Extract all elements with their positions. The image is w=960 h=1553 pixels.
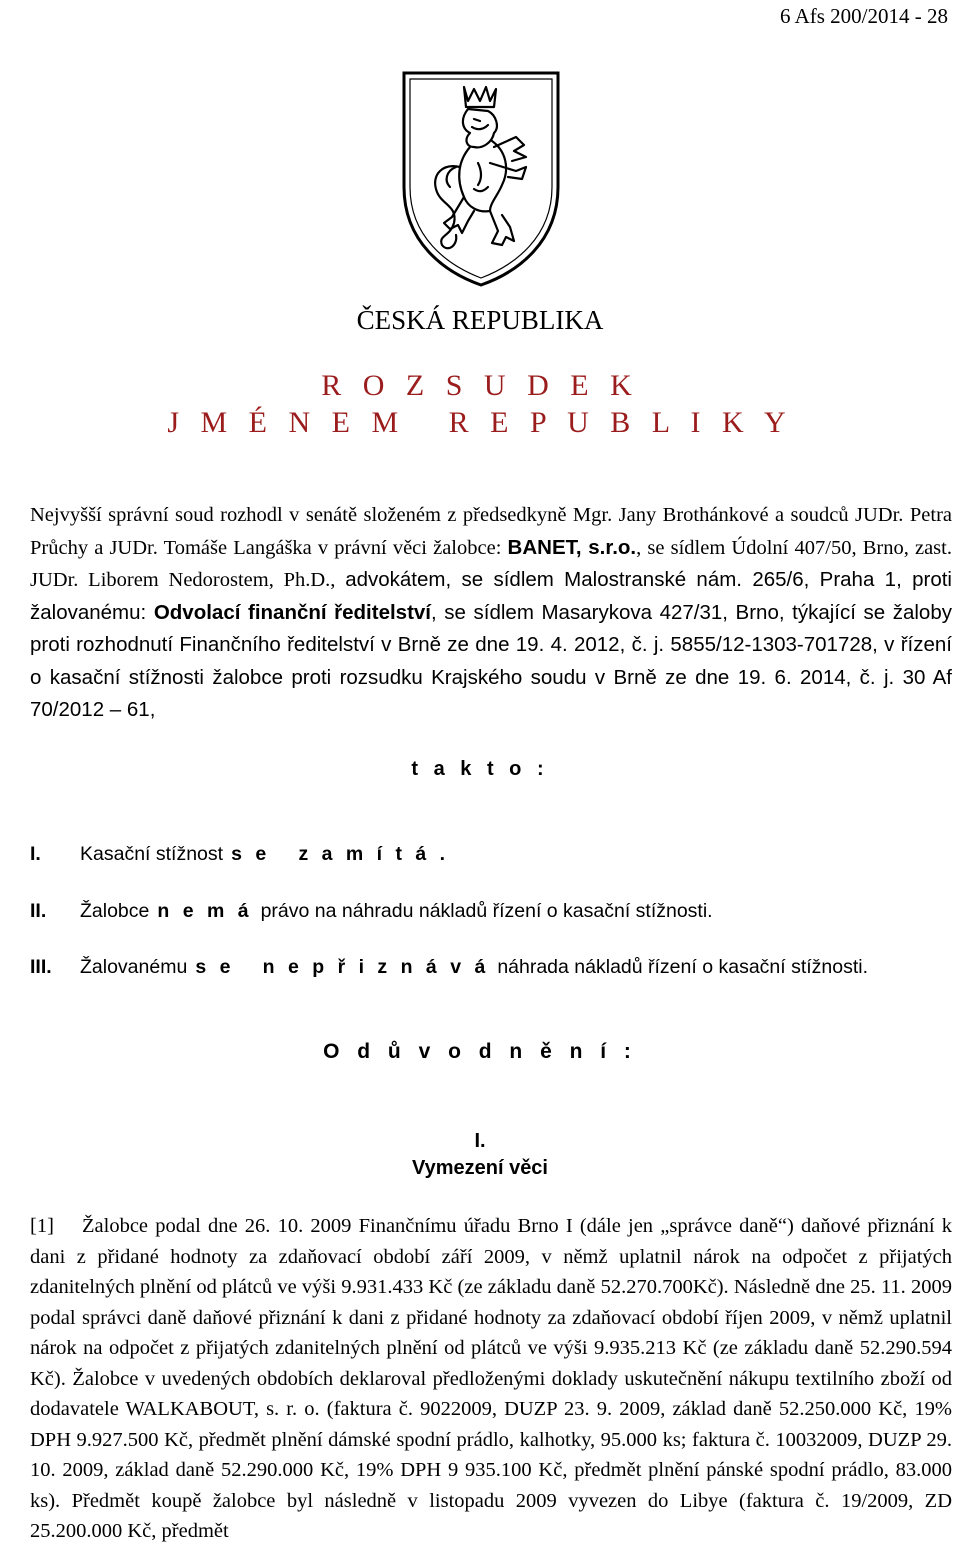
- decision-verdict: n e m á: [157, 900, 253, 922]
- section-title: Vymezení věci: [411, 1157, 548, 1179]
- takto-heading: t a k t o :: [411, 758, 549, 780]
- section-number: I.: [474, 1130, 486, 1152]
- reasons-heading: O d ů v o d n ě n í :: [323, 1040, 637, 1063]
- plaintiff-name: BANET, s.r.o.: [507, 535, 637, 559]
- decision-text: Žalobce: [80, 900, 150, 922]
- paragraph-1: [30, 1211, 952, 1547]
- decision-number: III.: [30, 956, 52, 978]
- czech-lion-coat-of-arms-icon: [398, 67, 564, 289]
- intro-text-2: , se sídlem Údolní 407/50, Brno, zast. JUDr. Liborem Nedorostem, Ph.D.,: [30, 536, 952, 591]
- case-number: 6 Afs 200/2014 - 28: [780, 4, 948, 28]
- paragraph-text: Žalobce podal dne 26. 10. 2009 Finančnímu úřadu Brno I (dále jen „správce daně“) daňové přiznání k dani z přidané hodnoty za zdaňovací období září 2009, v němž uplatnil nárok na odpočet z přijatých zdanitelných plnění od plátců ve výši 9.931.433 Kč (ze základu daně 52.270.700Kč). Následně dne 25. 11. 2009 podal správci daně daňové přiznání k dani z přidané hodnoty za zdaňovací období říjen 2009, v němž uplatnil nárok na odpočet z přijatých zdanitelných plnění od plátců ve výši 9.935.213 Kč (ze základu daně 52.290.594 Kč). Žalobce v uvedených obdobích deklaroval předloženými doklady uskutečnění nákupu textilního zboží od dodavatele WALKABOUT, s. r. o. (faktura č. 9022009, DUZP 23. 9. 2009, základ daně 52.250.000 Kč, 19% DPH 9.927.500 Kč, předmět plnění dámské spodní prádlo, kalhotky, 95.000 ks; faktura č. 10032009, DUZP 29. 10. 2009, základ daně 52.290.000 Kč, 19% DPH 9 935.100 Kč, předmět plnění pánské spodní prádlo, 83.000 ks). Předmět koupě žalobce byl následně v listopadu 2009 vyvezen do Libye (faktura č. 19/2009, ZD 25.200.000 Kč, předmět: [30, 1215, 952, 1542]
- decision-verdict: s e z a m í t á .: [231, 843, 450, 865]
- decision-text: Kasační stížnost: [80, 843, 224, 865]
- paragraph-number: [1]: [30, 1215, 54, 1237]
- intro-text-1: Nejvyšší správní soud rozhodl v senátě složeném z předsedkyně Mgr. Jany Brothánkové a soudců JUDr. Petra Průchy a JUDr. Tomáše Langáška v právní věci žalobce:: [30, 504, 952, 559]
- decision-number: II.: [30, 900, 47, 922]
- decision-text-after: náhrada nákladů řízení o kasační stížnosti.: [497, 956, 869, 978]
- decision-text-after: právo na náhradu nákladů řízení o kasační stížnosti.: [260, 900, 713, 922]
- intro-text-4: , se sídlem Masarykova 427/31, Brno, týkající se žaloby proti rozhodnutí Finančního ředitelství v Brně ze dne 19. 4. 2012, č. j. 5855/12-1303-701728, v řízení o kasační stížnosti žalobce proti rozsudku Krajského soudu v Brně ze dne 19. 6. 2014, č. j. 30 Af 70/2012 – 61,: [30, 600, 952, 721]
- intro-text-3: advokátem, se sídlem Malostranské nám. 265/6, Praha 1, proti žalovanému:: [30, 568, 952, 624]
- in-name-of-republic: J M É N E M R E P U B L I K Y: [167, 406, 793, 439]
- defendant-name: Odvolací finanční ředitelství: [153, 600, 432, 624]
- country-title: ČESKÁ REPUBLIKA: [356, 305, 604, 335]
- decision-text: Žalovanému: [80, 956, 188, 978]
- intro-paragraph: [30, 500, 952, 727]
- lion-figure: [435, 87, 526, 248]
- decision-verdict: s e n e p ř i z n á v á: [195, 956, 490, 978]
- verdict-title: R O Z S U D E K: [321, 369, 639, 402]
- decision-number: I.: [30, 843, 41, 865]
